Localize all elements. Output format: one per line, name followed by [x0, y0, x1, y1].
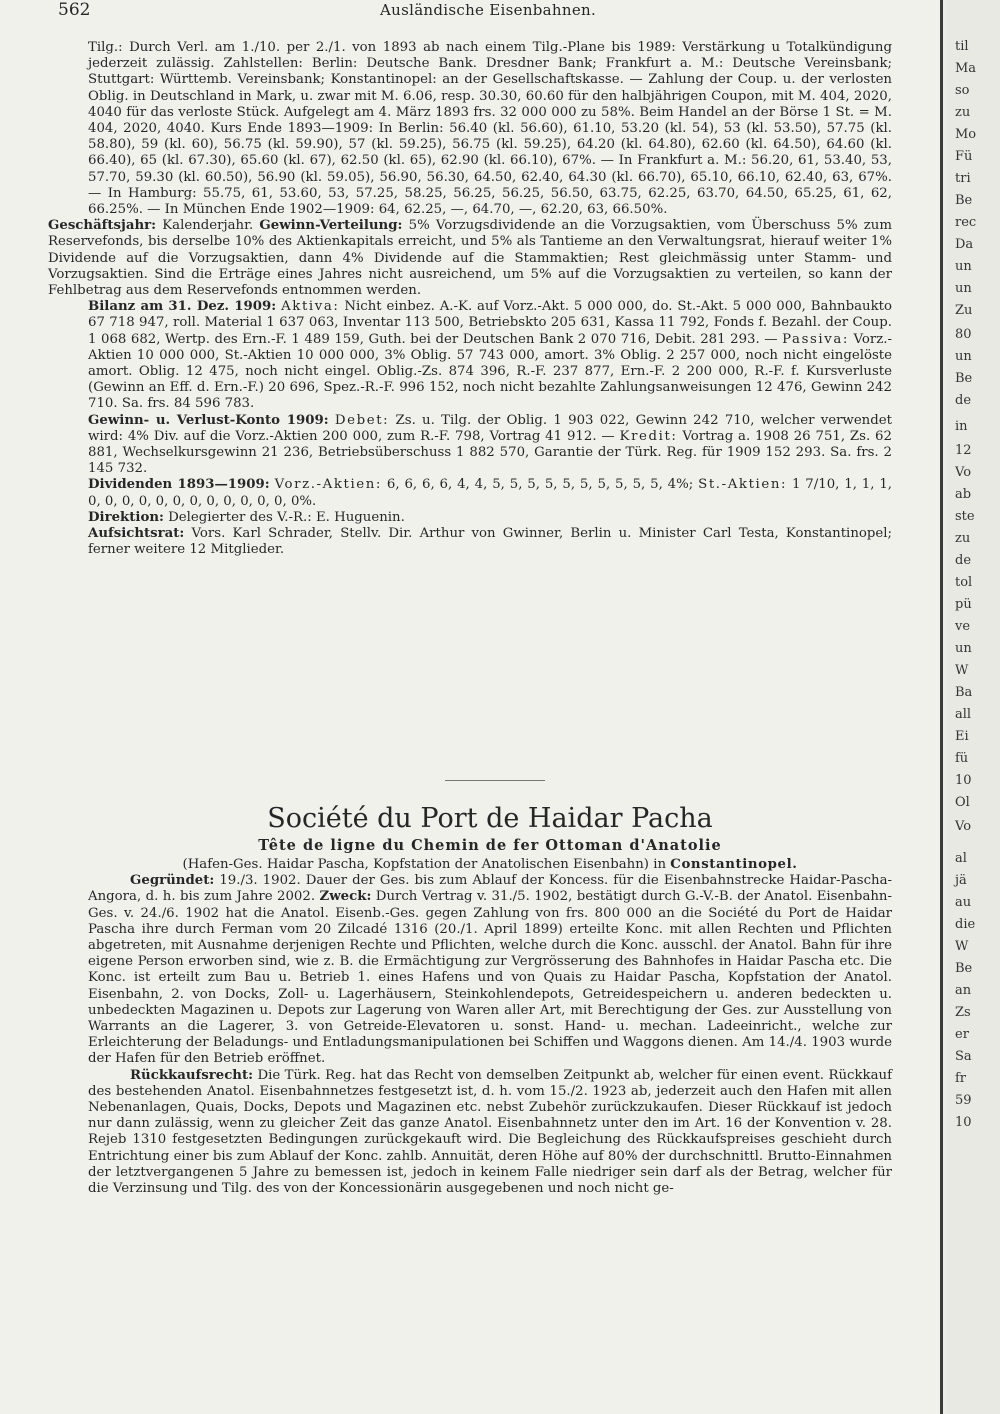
adjacent-fragment: pü — [955, 597, 972, 612]
geschaeftsjahr-label: Geschäftsjahr: — [48, 218, 157, 234]
adjacent-page-gutter — [947, 0, 1000, 1414]
adjacent-fragment: zu — [955, 105, 971, 120]
adjacent-fragment: al — [955, 851, 967, 866]
rueckkauf-text: Die Türk. Reg. hat das Recht von demselben Zeitpunkt ab, welcher für einen event. Rückkauf des bestehenden Anatol. Eisenbahnnetzes festgesetzt ist, d. h. vom 15./2. 1923 ab, jederzeit auch den Hafen mit allen Nebenanlagen, Quais, Docks, Depots und Magazinen etc. nebst Zubehör zurückzukaufen. Dieser Rückkauf ist jedoch nur dann zulässig, wenn zu gleicher Zeit das ganze Anatol. Eisenbahnnetz unter den im Art. 16 der Konvention v. 28. Rejeb 1310 festgesetzten Bedingungen zurückgekauft wird. Die Begleichung des Rückkaufspreises geschieht durch Entrichtung einer bis zum Ablauf der Konc. zahlb. Annuität, deren Höhe auf 80% der durchschnittl. Brutto-Einnahmen der letztvergangenen 5 Jahre zu bemessen ist, jedoch in keinem Falle niedriger sein darf als der Betrag, welcher für die Verzinsung und Tilg. des von der Koncessionärin ausgegebenen und noch nicht ge- — [88, 1067, 892, 1197]
adjacent-fragment: Zu — [955, 303, 973, 318]
tilgung-paragraph: Tilg.: Durch Verl. am 1./10. per 2./1. von 1893 ab nach einem Tilg.-Plane bis 1989: Verstärkung u Totalkündigung jederzeit zulässig. Zahlstellen: Berlin: Deutsche Bank. Dresdner Bank; Frankfurt a. M.: Deutsche Vereinsbank; Stuttgart: Württemb. Vereinsbank; Konstantinopel: an der Gesellschaftskasse. — Zahlung der Coup. u. der verlosten Oblig. in Deutschland in Mark, u. zwar mit M. 6.06, resp. 30.30, 60.60 für den halbjährigen Coupon, mit M. 404, 2020, 4040 für das verloste Stück. Aufgelegt am 4. März 1893 frs. 32 000 000 zu 58%. Beim Handel an der Börse 1 St. = M. 404, 2020, 4040. Kurs Ende 1893—1909: In Berlin: 56.40 (kl. 56.60), 61.10, 53.20 (kl. 54), 53 (kl. 53.50), 57.75 (kl. 58.80), 59 (kl. 60), 56.75 (kl. 59.90), 57 (kl. 59.25), 56.75 (kl. 59.25), 64.20 (kl. 64.80), 62.60 (kl. 64.50), 64.60 (kl. 66.40), 65 (kl. 67.30), 65.60 (kl. 67), 62.50 (kl. 65), 62.90 (kl. 66.10), 67%. — In Frankfurt a. M.: 56.20, 61, 53.40, 53, 57.70, 59.30 (kl. 60.50), 56.90 (kl. 59.05), 56.90, 56.30, 64.50, 62.40, 64.30 (kl. 66.70), 65.10, 66.10, 62.40, 63, 67%. — In Hamburg: 55.75, 61, 53.60, 53, 57.25, 58.25, 56.25, 56.25, 56.50, 63.75, 62.25, 63.70, 64.50, 65.25, 61, 62, 66.25%. — In München Ende 1902—1909: 64, 62.25, —, 64.70, —, 62.20, 63, 66.50%. — [88, 40, 892, 218]
adjacent-fragment: 12 — [955, 443, 972, 458]
guv-kredit-label: Kredit: — [619, 428, 678, 444]
adjacent-fragment: ab — [955, 487, 972, 502]
direktion-text: Delegierter des V.-R.: E. Huguenin. — [168, 509, 405, 525]
guv-debet-label: Debet: — [334, 412, 390, 428]
rueckkauf-label: Rückkaufsrecht: — [130, 1067, 254, 1083]
adjacent-fragment: er — [955, 1027, 969, 1042]
bilanz-label: Bilanz am 31. Dez. 1909: — [88, 299, 277, 315]
adjacent-fragment: Ol — [955, 795, 970, 810]
guv-paragraph — [88, 413, 892, 478]
adjacent-fragment: de — [955, 393, 972, 408]
gewinn-verteilung-label: Gewinn-Verteilung: — [259, 218, 403, 234]
adjacent-fragment: til — [955, 39, 969, 54]
gegruendet-text: 19./3. 1902. Dauer der Ges. bis zum Ablauf der Koncess. für die Eisenbahnstrecke Haidar-Pascha-Angora, d. h. bis zum Jahre 2002. — [88, 873, 892, 905]
dividenden-label: Dividenden 1893—1909: — [88, 477, 270, 493]
adjacent-fragment: Zs — [955, 1005, 971, 1020]
company-descriptor-line — [88, 857, 892, 873]
zweck-text: Durch Vertrag v. 31./5. 1902, bestätigt durch G.-V.-B. der Anatol. Eisenbahn-Ges. v. 24./6. 1902 hat die Anatol. Eisenb.-Ges. gegen Zahlung von frs. 800 000 an die Société du Port de Haidar Pascha ihre durch Ferman vom 20 Zilcadé 1316 (20./1. April 1899) erteilte Konc. mit allen Rechten und Pflichten abgetreten, mit Ausnahme derjenigen Rechte und Pflichten, welche durch die Konc. ausschl. der Anatol. Bahn für ihre eigene Person erworben sind, wie z. B. die Ermächtigung zur Vergrösserung des Bahnhofes in Haidar Pascha etc. Die Konc. ist erteilt zum Bau u. Betrieb 1. eines Hafens und von Quais zu Haidar Pascha, Kopfstation der Anatol. Eisenbahn, 2. von Docks, Zoll- u. Lagerhäusern, Steinkohlendepots, Getreidespeichern u. anderen bedeckten u. unbedeckten Magazinen u. Depots zur Lagerung von Waren aller Art, mit Berechtigung der Ges. zur Ausstellung von Warrants an die Lagerer, 3. von Getreide-Elevatoren u. sonst. Hand- u. mechan. Ladeeinricht., welche zur Erleichterung der Beladungs- und Entladungsmanipulationen bei Schiffen und Waggons dienen. Am 14./4. 1903 wurde der Hafen für den Betrieb eröffnet. — [88, 889, 892, 1067]
zweck-label: Zweck: — [319, 889, 372, 905]
adjacent-fragment: Vo — [955, 465, 972, 480]
dividenden-vorz-label: Vorz.-Aktien: — [274, 477, 383, 493]
company-section — [88, 857, 892, 1197]
bilanz-aktiva-text: Nicht einbez. A.-K. auf Vorz.-Akt. 5 000 000, do. St.-Akt. 5 000 000, Bahnbaukto 67 718 947, roll. Material 1 637 063, Inventar 113 500, Betriebskto 205 631, Kassa 11 792, Fonds f. Bezahl. der Coup. 1 068 682, Wertp. des Ern.-F. 1 489 159, Guth. bei der Deutschen Bank 2 070 716, Debit. 281 293. — — [88, 299, 893, 347]
adjacent-fragment: jä — [955, 873, 967, 888]
adjacent-fragment: die — [955, 917, 976, 932]
section-divider — [445, 780, 545, 781]
adjacent-fragment: ste — [955, 509, 975, 524]
adjacent-fragment: 80 — [955, 327, 972, 342]
aufsichtsrat-text: Vors. Karl Schrader, Stellv. Dir. Arthur von Gwinner, Berlin u. Minister Carl Testa, Konstantinopel; ferner weitere 12 Mitglieder. — [88, 526, 892, 558]
adjacent-fragment: Be — [955, 371, 973, 386]
adjacent-fragment: an — [955, 983, 972, 998]
bilanz-passiva-label: Passiva: — [782, 331, 849, 347]
dividenden-paragraph — [88, 477, 892, 509]
adjacent-fragment: all — [955, 707, 972, 722]
adjacent-fragment: Mo — [955, 127, 977, 142]
adjacent-fragment: Da — [955, 237, 974, 252]
gegruendet-paragraph — [88, 873, 892, 1067]
geschaeftsjahr-paragraph — [48, 218, 892, 299]
adjacent-fragment: W — [955, 663, 969, 678]
adjacent-fragment: un — [955, 259, 972, 274]
top-section — [48, 40, 893, 559]
adjacent-fragment: fü — [955, 751, 969, 766]
page-header — [58, 0, 908, 24]
adjacent-fragment: 59 — [955, 1093, 972, 1108]
adjacent-fragment: Be — [955, 961, 973, 976]
adjacent-fragment: so — [955, 83, 970, 98]
adjacent-fragment: 10 — [955, 773, 972, 788]
bilanz-paragraph — [88, 299, 892, 412]
adjacent-fragment: 10 — [955, 1115, 972, 1130]
direktion-label: Direktion: — [88, 509, 164, 525]
adjacent-fragment: Vo — [955, 819, 972, 834]
adjacent-fragment: au — [955, 895, 972, 910]
adjacent-fragment: W — [955, 939, 969, 954]
page-number: 562 — [58, 0, 91, 20]
gegruendet-label: Gegründet: — [130, 873, 215, 889]
gewinn-verteilung-text: 5% Vorzugsdividende an die Vorzugsaktien, vom Überschuss 5% zum Reservefonds, bis derselbe 10% des Aktienkapitals erreicht, und 5% als Tantieme an den Verwaltungsrat, hierauf weiter 1% Dividende auf die Vorzugsaktien, dann 4% Dividende auf die Stammaktien; Rest gleichmässig unter Stamm- und Vorzugsaktien. Sind die Erträge eines Jahres nicht ausreichend, um 5% auf die Vorzugsaktien zu verteilen, so kann der Fehlbetrag aus dem Reservefonds entnommen werden. — [48, 218, 892, 299]
adjacent-fragment: un — [955, 349, 972, 364]
guv-debet-text: Zs. u. Tilg. der Oblig. 1 903 022, Gewinn 242 710, welcher verwendet wird: 4% Div. auf die Vorz.-Aktien 200 000, zum R.-F. 798, Vortrag 41 912. — — [88, 412, 892, 444]
adjacent-fragment: tol — [955, 575, 973, 590]
geschaeftsjahr-text: Kalenderjahr. — [162, 218, 254, 234]
bilanz-aktiva-label: Aktiva: — [281, 299, 340, 315]
adjacent-fragment: un — [955, 281, 972, 296]
adjacent-fragment: Fü — [955, 149, 973, 164]
company-descriptor: (Hafen-Ges. Haidar Pascha, Kopfstation der Anatolischen Eisenbahn) in — [182, 857, 667, 872]
adjacent-fragment: ve — [955, 619, 971, 634]
adjacent-fragment: in — [955, 419, 968, 434]
aufsichtsrat-paragraph — [88, 526, 892, 558]
aufsichtsrat-label: Aufsichtsrat: — [88, 526, 185, 542]
adjacent-fragment: rec — [955, 215, 977, 230]
page-edge-line — [940, 0, 943, 1414]
guv-label: Gewinn- u. Verlust-Konto 1909: — [88, 412, 329, 428]
dividenden-vorz-text: 6, 6, 6, 6, 4, 4, 5, 5, 5, 5, 5, 5, 5, 5, 5, 5, 4%; — [386, 477, 694, 493]
adjacent-fragment: un — [955, 641, 972, 656]
adjacent-fragment: de — [955, 553, 972, 568]
dividenden-st-text: 1 7/10, 1, 1, 1, 0, 0, 0, 0, 0, 0, 0, 0, 0, 0, 0, 0, 0%. — [88, 477, 893, 509]
company-city: Constantinopel. — [670, 857, 798, 872]
rueckkauf-paragraph — [88, 1068, 892, 1198]
adjacent-fragment: Ba — [955, 685, 973, 700]
guv-kredit-text: Vortrag a. 1908 26 751, Zs. 62 881, Wechselkursgewinn 21 236, Betriebsüberschuss 1 882 570, Garantie der Türk. Reg. für 1909 152 293. Sa. frs. 2 145 732. — [88, 428, 892, 477]
adjacent-fragment: Sa — [955, 1049, 972, 1064]
adjacent-fragment: zu — [955, 531, 971, 546]
adjacent-fragment: Ei — [955, 729, 969, 744]
adjacent-fragment: fr — [955, 1071, 967, 1086]
company-subtitle: Tête de ligne du Chemin de fer Ottoman d'Anatolie — [258, 837, 722, 854]
direktion-paragraph — [88, 510, 892, 526]
running-title: Ausländische Eisenbahnen. — [380, 1, 597, 19]
dividenden-st-label: St.-Aktien: — [698, 477, 788, 493]
adjacent-fragment: Ma — [955, 61, 977, 76]
adjacent-fragment: tri — [955, 171, 971, 186]
company-title: Société du Port de Haidar Pacha — [267, 803, 713, 834]
bilanz-passiva-text: Vorz.-Aktien 10 000 000, St.-Aktien 10 000 000, 3% Oblig. 57 743 000, amort. 3% Oblig. 2 257 000, noch nicht eingelöste amort. Oblig. 12 475, noch nicht eingel. Oblig.-Zs. 874 396, R.-F. 237 877, Ern.-F. 2 200 000, R.-F. f. Kursverluste (Gewinn an Eff. d. Ern.-F.) 20 696, Spez.-R.-F. 996 152, noch nicht bezahlte Zahlungsanweisungen 12 476, Gewinn 242 710. Sa. frs. 84 596 783. — [88, 331, 892, 412]
adjacent-fragment: Be — [955, 193, 973, 208]
